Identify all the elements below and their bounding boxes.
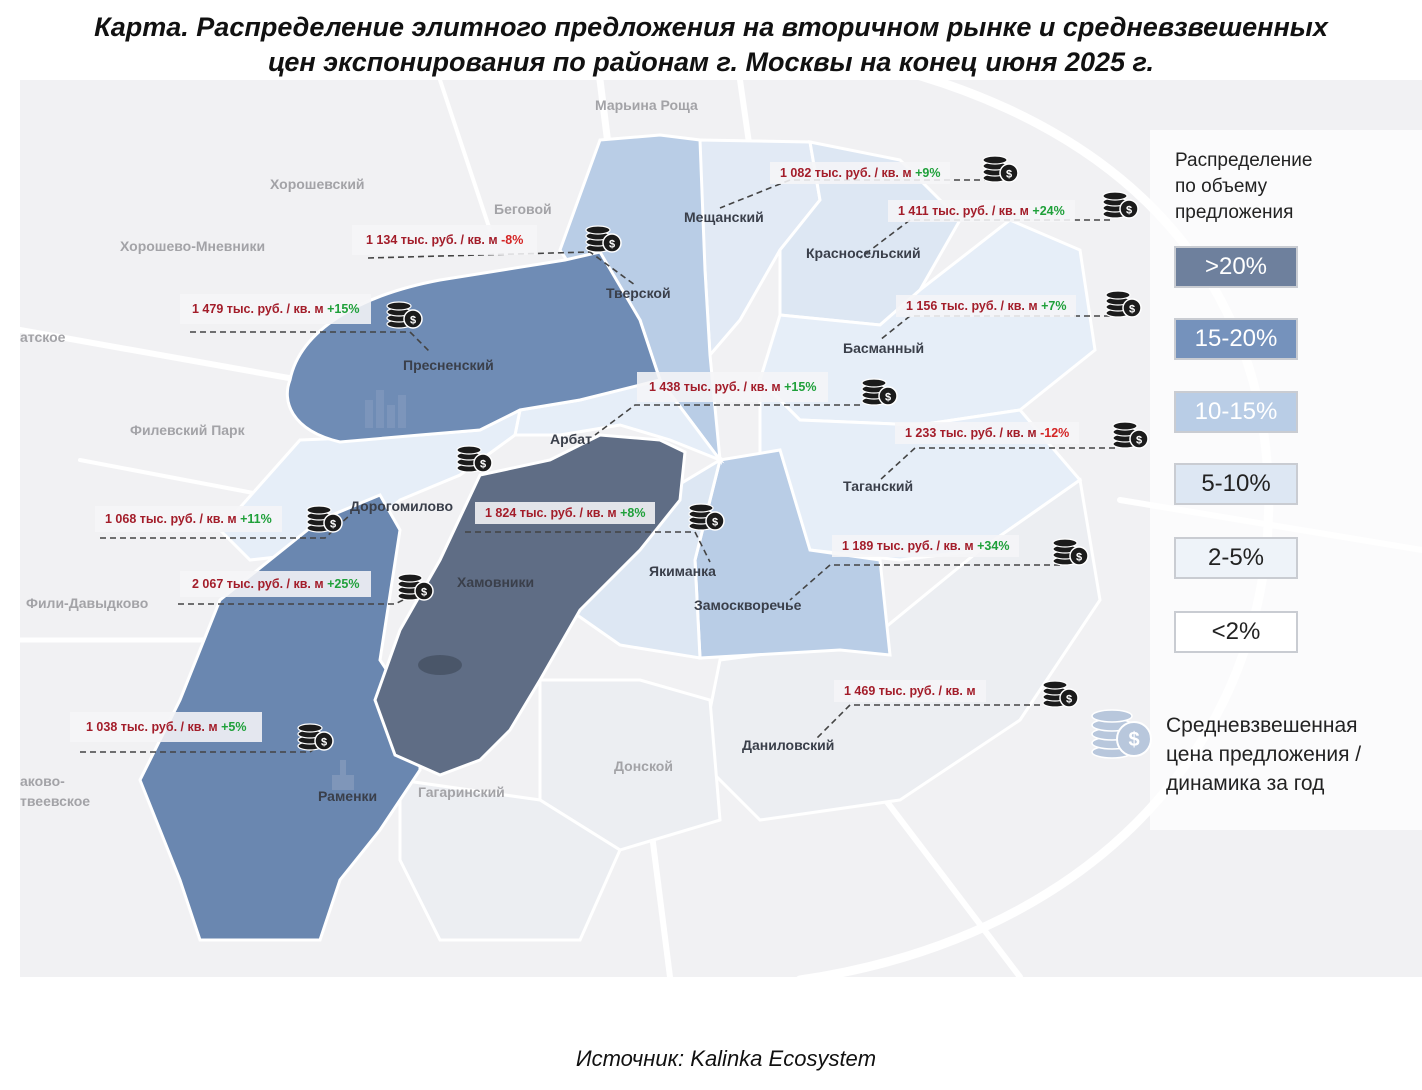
callout-delta: +8% <box>620 506 646 520</box>
label-khamovniki: Хамовники <box>457 574 535 590</box>
callout-yakimanka <box>475 502 655 524</box>
label-ramenki: Раменки <box>318 788 378 804</box>
coin-stack-icon <box>397 570 435 602</box>
legend-price-title <box>1166 711 1361 798</box>
coin-stack-icon <box>1112 418 1150 450</box>
svg-text:$: $ <box>1075 551 1083 564</box>
legend-coin-stack-icon <box>1090 703 1156 761</box>
legend-bin-2-5: 2-5% <box>1174 537 1298 579</box>
map-title-line-2: цен экспонирования по районам г. Москвы на конец июня 2025 г. <box>267 47 1155 77</box>
callout-presnensky <box>180 294 371 324</box>
svg-text:$: $ <box>884 391 892 404</box>
label-krasnoselsky: Красносельский <box>806 245 921 261</box>
legend-distribution-title <box>1175 148 1312 226</box>
callout-price: 1 068 тыс. руб. / кв. м <box>105 512 237 526</box>
callout-price: 1 469 тыс. руб. / кв. м <box>844 684 976 698</box>
label-fili-davydkovo: Фили-Давыдково <box>26 595 149 611</box>
svg-text:$: $ <box>409 314 417 327</box>
callout-delta: +7% <box>1041 299 1067 313</box>
label-yakimanka: Якиманка <box>649 563 716 579</box>
svg-text:$: $ <box>420 586 428 599</box>
coin-stack-icon <box>297 720 335 752</box>
callout-arbat <box>637 372 828 402</box>
callout-price: 1 156 тыс. руб. / кв. м <box>906 299 1038 313</box>
callout-delta: -8% <box>501 233 524 247</box>
coin-stack-icon <box>861 375 899 407</box>
label-kuntsevo-tail: атское <box>20 329 66 345</box>
coin-stack-icon <box>1105 287 1143 319</box>
callout-zamoskvorechye <box>832 535 1019 557</box>
label-arbat: Арбат <box>550 431 592 447</box>
svg-text:$: $ <box>1128 303 1136 316</box>
legend-bin-15-20: 15-20% <box>1174 318 1298 360</box>
svg-text:$: $ <box>711 516 719 529</box>
label-gagarinsky: Гагаринский <box>418 784 505 800</box>
callout-delta: +25% <box>327 577 360 591</box>
label-danilovsky: Даниловский <box>742 737 835 753</box>
callout-delta: +9% <box>915 166 941 180</box>
svg-text:$: $ <box>329 518 337 531</box>
callout-price: 2 067 тыс. руб. / кв. м <box>192 577 324 591</box>
svg-text:$: $ <box>320 736 328 749</box>
legend-bin-under-2: <2% <box>1174 611 1298 653</box>
label-ochakovo-1: аково- <box>20 773 65 789</box>
callout-price: 1 189 тыс. руб. / кв. м <box>842 539 974 553</box>
callout-delta: +11% <box>240 512 272 526</box>
svg-text:$: $ <box>1125 204 1133 217</box>
map-title-line-1: Карта. Распределение элитного предложения на вторичном рынке и средневзвешенных <box>94 12 1328 42</box>
label-tverskoy: Тверской <box>606 285 671 301</box>
legend-title-line-1: Распределение <box>1175 150 1313 171</box>
coin-stack-icon <box>386 298 424 330</box>
source-caption: Источник: Kalinka Ecosystem <box>575 1046 877 1071</box>
callout-price: 1 479 тыс. руб. / кв. м <box>192 302 324 316</box>
label-khoroshevsky: Хорошевский <box>270 176 365 192</box>
callout-krasnoselsky <box>888 200 1075 222</box>
callout-delta: +15% <box>784 380 817 394</box>
svg-text:$: $ <box>1128 729 1140 751</box>
callout-meshchansky <box>770 162 950 184</box>
callout-ramenki <box>70 712 262 742</box>
coin-stack-icon <box>585 222 623 254</box>
callout-delta: +24% <box>1032 204 1065 218</box>
coin-stack-icon <box>1102 188 1140 220</box>
svg-text:$: $ <box>608 238 616 251</box>
label-presnensky: Пресненский <box>403 357 494 373</box>
svg-text:$: $ <box>1005 168 1013 181</box>
stadium-mark <box>418 655 462 675</box>
legend-price-line-3: динамика за год <box>1166 772 1325 795</box>
label-khoroshevo-mnevniki: Хорошево-Мневники <box>120 238 266 254</box>
coin-stack-icon <box>1052 535 1090 567</box>
label-meshchansky: Мещанский <box>684 209 764 225</box>
label-dorogomilovo: Дорогомилово <box>350 498 454 514</box>
callout-price: 1 411 тыс. руб. / кв. м <box>898 204 1029 218</box>
label-filevsky-park: Филевский Парк <box>130 422 245 438</box>
coin-stack-icon <box>1042 677 1080 709</box>
callout-basmanny <box>896 295 1076 317</box>
map-title <box>0 10 1422 80</box>
callout-price: 1 438 тыс. руб. / кв. м <box>649 380 781 394</box>
label-donskoy: Донской <box>614 758 673 774</box>
svg-text:$: $ <box>1135 434 1143 447</box>
legend-title-line-3: предложения <box>1175 202 1294 223</box>
svg-text:$: $ <box>1065 693 1073 706</box>
callout-tverskoy <box>352 225 537 255</box>
label-ochakovo-2: твеевское <box>20 793 91 809</box>
legend-price-line-1: Средневзвешенная <box>1166 714 1358 737</box>
callout-dorogomilovo <box>95 506 282 532</box>
callout-delta: +34% <box>977 539 1010 553</box>
coin-stack-icon <box>982 152 1020 184</box>
callout-price: 1 233 тыс. руб. / кв. м <box>905 426 1037 440</box>
callout-delta: +5% <box>221 720 247 734</box>
callout-danilovsky <box>834 680 986 702</box>
callout-price: 1 134 тыс. руб. / кв. м <box>366 233 498 247</box>
label-begovoy: Беговой <box>494 201 552 217</box>
callout-delta: +15% <box>327 302 360 316</box>
callout-delta: -12% <box>1040 426 1070 440</box>
road-north-2 <box>440 80 490 230</box>
legend-bin-5-10: 5-10% <box>1174 463 1298 505</box>
label-basmanny: Басманный <box>843 340 925 356</box>
label-tagansky: Таганский <box>843 478 914 494</box>
callout-price: 1 038 тыс. руб. / кв. м <box>86 720 218 734</box>
label-maryina-roshcha: Марьина Роща <box>595 97 698 113</box>
legend-bin-over-20: >20% <box>1174 246 1298 288</box>
legend-price-line-2: цена предложения / <box>1166 743 1362 766</box>
callout-tagansky <box>895 422 1079 444</box>
legend-title-line-2: по объему <box>1175 176 1268 197</box>
coin-stack-icon <box>456 442 494 474</box>
coin-stack-icon <box>306 502 344 534</box>
svg-text:$: $ <box>479 458 487 471</box>
callout-price: 1 824 тыс. руб. / кв. м <box>485 506 617 520</box>
coin-stack-icon <box>688 500 726 532</box>
callout-price: 1 082 тыс. руб. / кв. м <box>780 166 912 180</box>
callout-khamovniki <box>180 571 371 597</box>
legend-bin-10-15: 10-15% <box>1174 391 1298 433</box>
label-zamoskvorechye: Замоскворечье <box>694 597 802 613</box>
